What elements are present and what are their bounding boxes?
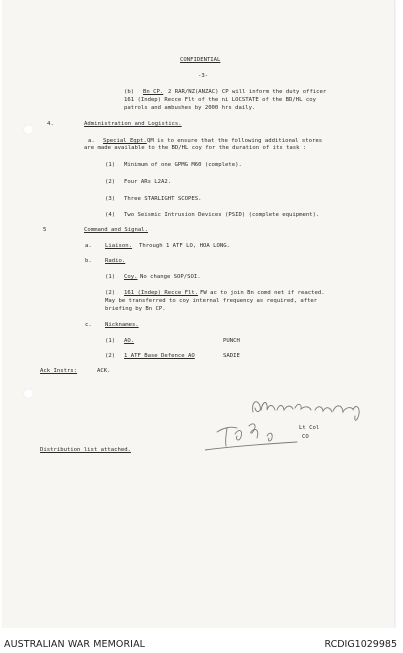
nickname-subject: AO. (124, 338, 135, 344)
list-item-num: (2) (105, 179, 116, 185)
punch-hole (23, 388, 34, 399)
archive-footer (0, 628, 403, 653)
document-reference: RCDIG1029985 (324, 639, 397, 650)
list-item-num: (1) (105, 162, 116, 168)
signatory-rank: Lt Col (299, 425, 320, 431)
nickname-subject: 1 ATF Base Defence AO (124, 353, 195, 359)
ack-value: ACK. (97, 368, 111, 374)
para-label: (b) (124, 89, 135, 95)
para-text: Through 1 ATF LO, HOA LONG. (139, 243, 230, 249)
document-page (2, 0, 394, 628)
section-number: 5 (43, 227, 47, 233)
list-item-num: (1) (105, 274, 116, 280)
classification-header: CONFIDENTIAL (180, 57, 221, 63)
list-item-num: (1) (105, 338, 116, 344)
list-item-num: (2) (105, 353, 116, 359)
list-item: briefing by Bn CP. (105, 306, 166, 312)
list-item: Three STARLIGHT SCOPES. (124, 196, 202, 202)
section-title: Command and Signal. (84, 227, 148, 233)
para-label: c. (85, 322, 92, 328)
list-item: Two Seismic Intrusion Devices (PSID) (complete equipment). (124, 212, 320, 218)
list-item: FW ac to join Bn comd net if reacted. (200, 290, 325, 296)
para-text: 161 (Indep) Recce Flt of the ni LOCSTATE of the BD/HL coy (124, 97, 316, 103)
ack-label: Ack Instrs: (40, 368, 78, 374)
para-heading: Special Eqpt. (103, 138, 147, 144)
list-item-heading: Coy. (124, 274, 138, 280)
list-item: No change SOP/SOI. (140, 274, 201, 280)
para-heading: Bn CP. (143, 89, 164, 95)
para-text: are made available to the BD/HL coy for the duration of its task : (84, 145, 307, 151)
para-label: a. (88, 138, 95, 144)
para-heading: Radio. (105, 258, 126, 264)
nickname: SADIE (223, 353, 240, 359)
page-number: -3- (198, 73, 209, 79)
punch-hole (23, 124, 34, 135)
signatory-appointment: CO (302, 434, 309, 440)
para-heading: Nicknames. (105, 322, 139, 328)
list-item-heading: 161 (Indep) Recce Flt. (124, 290, 199, 296)
list-item-num: (4) (105, 212, 116, 218)
para-label: a. (85, 243, 92, 249)
section-number: 4. (47, 121, 54, 127)
para-label: b. (85, 258, 92, 264)
handwritten-signature (205, 392, 375, 458)
list-item: Minimum of one GPMG M60 (complete). (124, 162, 242, 168)
para-text: patrols and ambushes by 2000 hrs daily. (124, 105, 256, 111)
para-text: 2 RAR/NZ(ANZAC) CP will inform the duty officer (168, 89, 327, 95)
para-text: QM is to ensure that the following additional stores (147, 138, 323, 144)
section-title: Administration and Logistics. (84, 121, 182, 127)
list-item: Four ARs L2A2. (124, 179, 172, 185)
archive-name: AUSTRALIAN WAR MEMORIAL (4, 639, 146, 650)
list-item-num: (2) (105, 290, 116, 296)
para-heading: Liaison. (105, 243, 132, 249)
distribution-note: Distribution list attached. (40, 447, 131, 453)
list-item: May be transferred to coy internal frequency as required, after (105, 298, 318, 304)
nickname: PUNCH (223, 338, 240, 344)
list-item-num: (3) (105, 196, 116, 202)
